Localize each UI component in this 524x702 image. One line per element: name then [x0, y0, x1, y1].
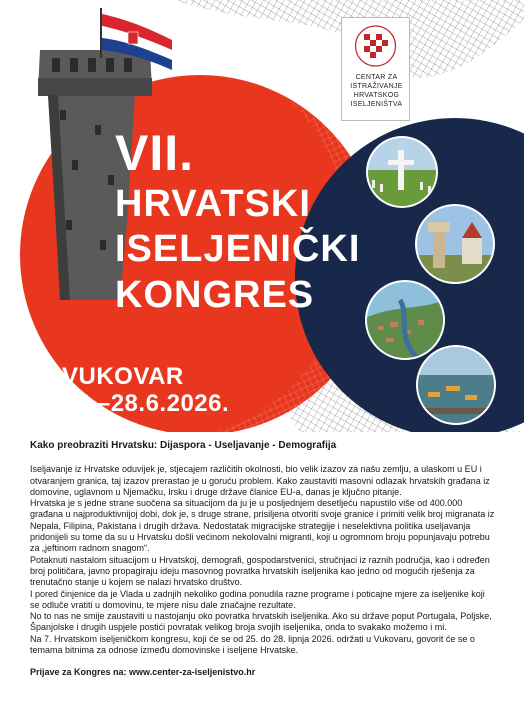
congress-title-line-2: ISELJENIČKI	[115, 228, 361, 270]
congress-title-line-1: HRVATSKI	[115, 183, 311, 225]
logo-line: HRVATSKOG	[353, 92, 400, 99]
article-heading: Kako preobraziti Hrvatsku: Dijaspora - Useljavanje - Demografija	[30, 440, 337, 451]
congress-title-line-3: KONGRES	[115, 274, 315, 316]
paragraph: I pored činjenice da je Vlada u zadnjih nekoliko godina ponudila razne programe i poticajne mjere za iseljenike koji se odluče vratiti u domovinu, te mjere nisu dale značajne rezultate.	[30, 588, 485, 610]
logo-line: ISTRAŽIVANJE	[350, 83, 403, 90]
paragraph: Na 7. Hrvatskom iseljeničkom kongresu, koji će se od 25. do 28. lipnja 2026. održati u Vukovaru, govorit će se o temama bitnima za odnose između domovinske i iseljene Hrvatske.	[30, 633, 475, 656]
institute-logo	[341, 17, 410, 121]
article-body	[30, 440, 496, 679]
edition-number: VII.	[115, 125, 195, 181]
logo-line: ISELJENIŠTVA	[350, 101, 403, 108]
paragraph: Hrvatska je s jedne strane suočena sa situacijom da ju je u posljednjem desetljeću napustilo više od 400.000 građana u najproduktivnijoj dobi, dok je, s druge strane, prisiljena otvoriti svoje granice i primiti velik broj migranata iz Nepala, Filipina, Pakistana i drugih država. Nedostatak migracijske strategije i neselektivna politika useljavanja pridonijeli su tome da su u Hrvatsku došli većinom nekolovalni migranti, koji u ogromnom broju popunjavaju potrebu za „jeftinom radnom snagom“.	[30, 498, 495, 554]
congress-city: VUKOVAR	[62, 363, 184, 390]
paragraph: Potaknuti nastalom situacijom u Hrvatskoj, demografi, gospodarstvenici, stručnjaci iz raznih područja, kao i određen broj političara, javno propagiraju ideju masovnog povratka hrvatskih iseljenika kao jedno od mogućih rješenja za trenutačno stanje u kojem se nalazi hrvatsko društvo.	[30, 554, 490, 588]
logo-text	[342, 73, 411, 109]
article-paragraphs	[30, 464, 496, 656]
congress-dates: 25.–28.6.2026.	[62, 390, 230, 417]
checkerboard-globe-icon	[342, 18, 409, 72]
registration-link[interactable]: Prijave za Kongres na: www.center-za-iseljenistvo.hr	[30, 667, 256, 678]
logo-line: CENTAR ZA	[355, 74, 398, 81]
paragraph: Iseljavanje iz Hrvatske oduvijek je, stjecajem različitih okolnosti, bio velik izazov za našu zemlju, a ulaskom u EU i otvaranjem granica, taj izazov prerastao je u goruću problem. Kako zaustaviti masovni odlazak hrvatskih građana iz domovine, uglavnom u Njemačku, Irsku i druge države članice EU-a, danas je ključno pitanje.	[30, 464, 490, 497]
paragraph: No to nas ne smije zaustaviti u nastojanju oko povratka hrvatskih iseljenika. Ako su države poput Portugala, Poljske, Španjolske i drugih uspjele postići povratak velikog broja svojih iseljenika, onda to svakako možemo i mi.	[30, 611, 492, 633]
